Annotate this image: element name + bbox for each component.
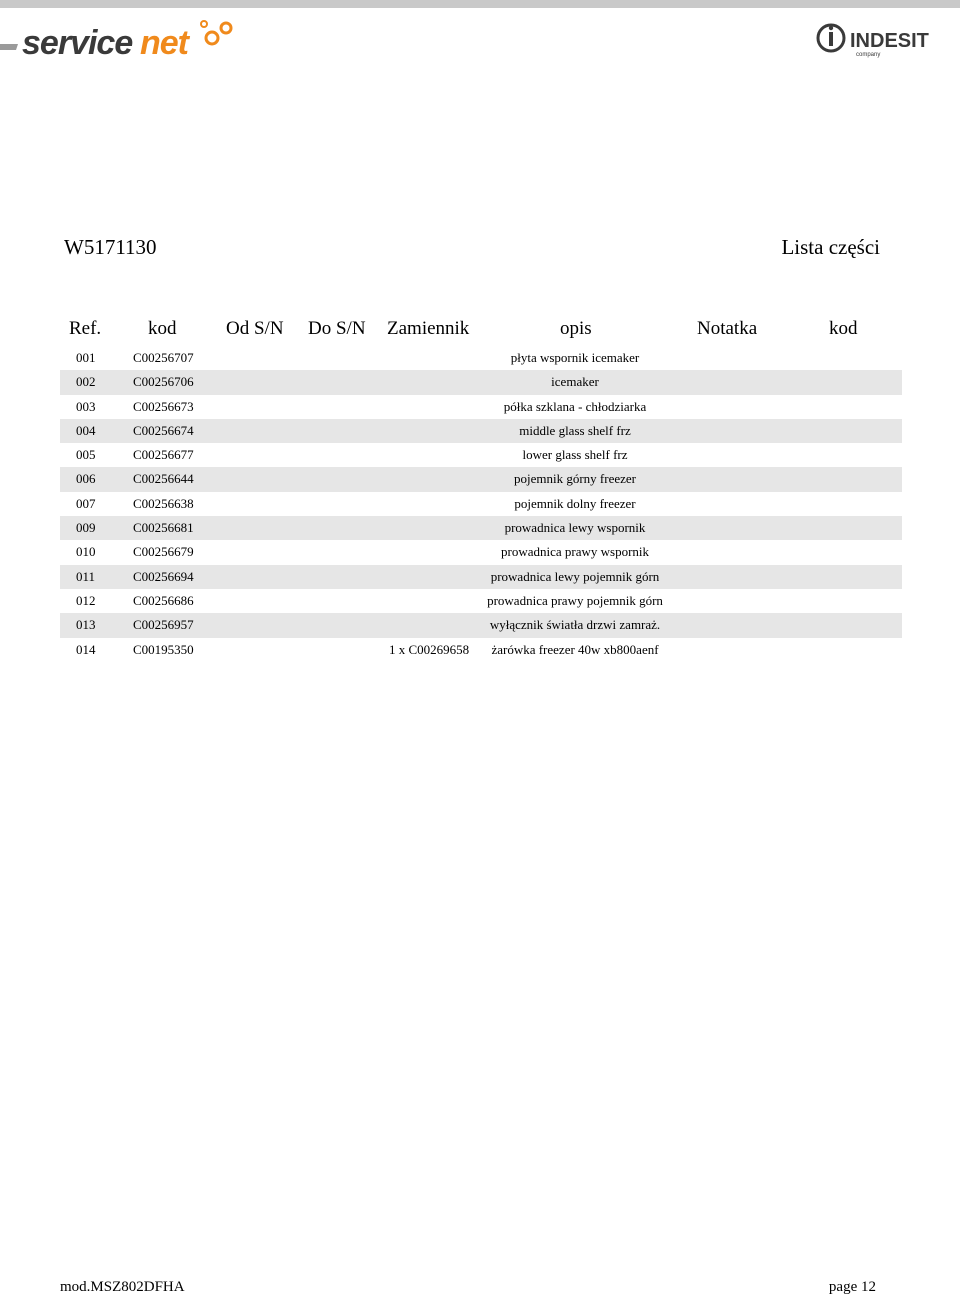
cell-kod: C00256677 bbox=[133, 447, 194, 463]
cell-opis: middle glass shelf frz bbox=[519, 422, 631, 438]
cell-opis: prowadnica prawy wspornik bbox=[500, 544, 650, 560]
cell-ref: 014 bbox=[76, 641, 96, 657]
cell-kod: C00256706 bbox=[133, 374, 194, 390]
cell-opis: żarówka freezer 40w xb800aenf bbox=[491, 641, 659, 657]
cell-opis: prowadnica lewy wspornik bbox=[504, 520, 646, 536]
cell-kod: C00256673 bbox=[133, 398, 194, 414]
col-zamiennik: Zamiennik bbox=[387, 318, 470, 339]
cell-ref: 013 bbox=[76, 617, 96, 633]
table-row bbox=[60, 540, 902, 564]
page-number: page 12 bbox=[828, 1279, 876, 1295]
cell-opis: wyłącznik światła drzwi zamraż. bbox=[489, 617, 661, 633]
svg-text:net: net bbox=[140, 24, 188, 62]
col-do-sn: Do S/N bbox=[308, 318, 366, 339]
cell-kod: C00256679 bbox=[133, 544, 194, 560]
table-row bbox=[60, 638, 902, 662]
cell-zamiennik: 1 x C00269658 bbox=[389, 641, 470, 657]
footer-model: mod.MSZ802DFHA bbox=[60, 1279, 185, 1295]
table-row bbox=[60, 589, 902, 613]
cell-kod: C00256707 bbox=[133, 350, 194, 365]
cell-ref: 004 bbox=[76, 422, 96, 438]
cell-ref: 005 bbox=[76, 447, 96, 463]
cell-kod: C00256644 bbox=[133, 471, 194, 487]
cell-opis: pojemnik dolny freezer bbox=[514, 495, 636, 511]
parts-table bbox=[60, 346, 902, 662]
col-opis: opis bbox=[560, 318, 592, 339]
cell-kod: C00256681 bbox=[133, 520, 194, 536]
table-row bbox=[60, 565, 902, 589]
col-kod: kod bbox=[148, 318, 177, 339]
cell-ref: 003 bbox=[76, 398, 96, 414]
table-row bbox=[60, 346, 902, 370]
table-row bbox=[60, 467, 902, 491]
cell-kod: C00256686 bbox=[133, 592, 194, 608]
cell-ref: 007 bbox=[76, 495, 96, 511]
col-ref: Ref. bbox=[69, 318, 102, 339]
col-kod-2: kod bbox=[829, 318, 858, 339]
page-title: Lista części bbox=[781, 235, 880, 259]
cell-opis: lower glass shelf frz bbox=[522, 447, 628, 463]
table-header bbox=[0, 318, 960, 344]
cell-ref: 009 bbox=[76, 520, 96, 536]
cell-kod: C00195350 bbox=[133, 641, 194, 657]
cell-ref: 001 bbox=[76, 350, 96, 365]
svg-text:INDESIT: INDESIT bbox=[850, 30, 929, 52]
cell-ref: 006 bbox=[76, 471, 96, 487]
cell-kod: C00256957 bbox=[133, 617, 194, 633]
cell-opis: półka szklana - chłodziarka bbox=[503, 398, 647, 414]
cell-ref: 012 bbox=[76, 592, 96, 608]
cell-opis: prowadnica prawy pojemnik górn bbox=[487, 592, 663, 608]
table-row bbox=[60, 516, 902, 540]
table-row bbox=[60, 492, 902, 516]
svg-text:service: service bbox=[22, 24, 133, 62]
cell-opis: płyta wspornik icemaker bbox=[510, 350, 640, 365]
table-row bbox=[60, 395, 902, 419]
table-row bbox=[60, 370, 902, 394]
indesit-logo bbox=[816, 20, 941, 60]
cell-kod: C00256674 bbox=[133, 422, 194, 438]
cell-ref: 011 bbox=[76, 568, 96, 584]
col-notatka: Notatka bbox=[697, 318, 758, 339]
cell-ref: 002 bbox=[76, 374, 96, 390]
top-bar bbox=[0, 0, 960, 8]
model-code: W5171130 bbox=[64, 235, 157, 259]
table-row bbox=[60, 419, 902, 443]
col-od-sn: Od S/N bbox=[226, 318, 284, 339]
table-row bbox=[60, 613, 902, 637]
cell-kod: C00256694 bbox=[133, 568, 194, 584]
cell-opis: pojemnik górny freezer bbox=[513, 471, 637, 487]
servicenet-logo bbox=[0, 14, 240, 62]
svg-text:company: company bbox=[856, 52, 881, 58]
cell-ref: 010 bbox=[76, 544, 96, 560]
table-row bbox=[60, 443, 902, 467]
cell-opis: icemaker bbox=[551, 374, 599, 390]
cell-kod: C00256638 bbox=[133, 495, 194, 511]
cell-opis: prowadnica lewy pojemnik górn bbox=[490, 568, 660, 584]
